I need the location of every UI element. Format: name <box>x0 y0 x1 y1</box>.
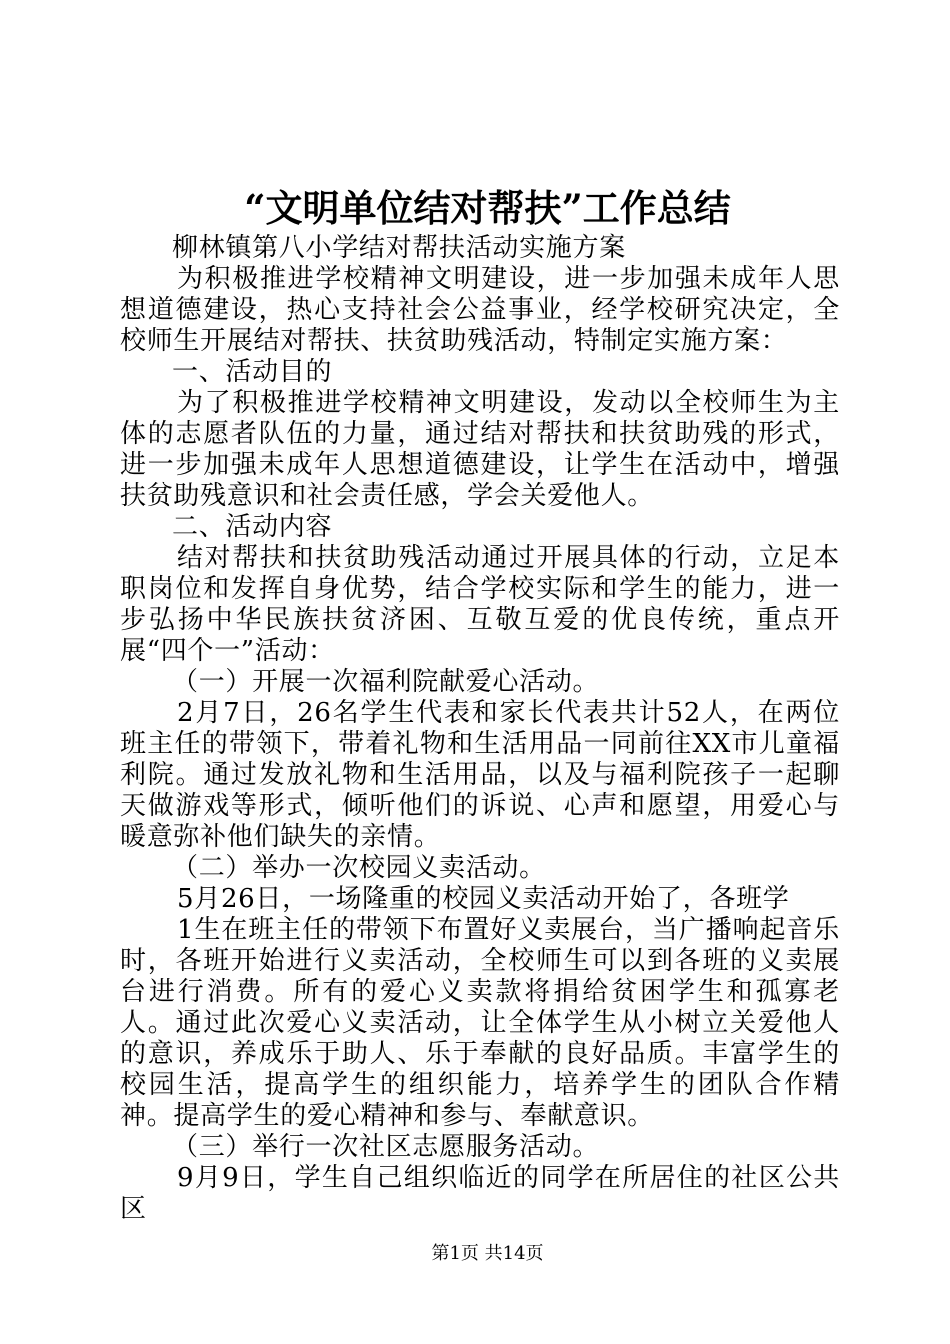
document-body <box>120 233 840 1225</box>
paragraph-plan-heading: 柳林镇第八小学结对帮扶活动实施方案 <box>172 233 626 263</box>
paragraph-content: 结对帮扶和扶贫助残活动通过开展具体的行动，立足本职岗位和发挥自身优势，结合学校实际和学生的能力，进一步弘扬中华民族扶贫济困、互敬互爱的优良传统，重点开展“四个一”活动： <box>120 543 840 666</box>
paragraph-welfare-visit: 2月7日，26名学生代表和家长代表共计52人，在两位班主任的带领下，带着礼物和生活用品一同前往XX市儿童福利院。通过发放礼物和生活用品，以及与福利院孩子一起聊天做游戏等形式，倾听他们的诉说、心声和愿望，用爱心与暖意弥补他们缺失的亲情。 <box>120 698 840 852</box>
paragraph-charity-sale: 1生在班主任的带领下布置好义卖展台，当广播响起音乐时，各班开始进行义卖活动，全校师生可以到各班的义卖展台进行消费。所有的爱心义卖款将捐给贫困学生和孤寡老人。通过此次爱心义卖活动，让全体学生从小树立关爱他人的意识，养成乐于助人、乐于奉献的良好品质。丰富学生的校园生活，提高学生的组织能力，培养学生的团队合作精神。提高学生的爱心精神和参与、奉献意识。 <box>120 915 840 1131</box>
section-heading-content: 二、活动内容 <box>172 512 333 542</box>
document-title: “文明单位结对帮扶”工作总结 <box>244 186 731 230</box>
subheading-community-service: （三）举行一次社区志愿服务活动。 <box>172 1132 600 1162</box>
paragraph-purpose: 为了积极推进学校精神文明建设，发动以全校师生为主体的志愿者队伍的力量，通过结对帮扶和扶贫助残的形式，进一步加强未成年人思想道德建设，让学生在活动中，增强扶贫助残意识和社会责任感，学会关爱他人。 <box>120 388 840 511</box>
paragraph-community-service: 9月9日，学生自己组织临近的同学在所居住的社区公共区 <box>120 1163 840 1224</box>
subheading-welfare-visit: （一）开展一次福利院献爱心活动。 <box>172 667 600 697</box>
subheading-charity-sale: （二）举办一次校园义卖活动。 <box>172 853 546 883</box>
paragraph-intro: 为积极推进学校精神文明建设，进一步加强未成年人思想道德建设，热心支持社会公益事业，经学校研究决定，全校师生开展结对帮扶、扶贫助残活动，特制定实施方案： <box>120 264 840 356</box>
page-footer: 第1页 共14页 <box>431 1243 544 1264</box>
section-heading-purpose: 一、活动目的 <box>172 357 333 387</box>
paragraph-charity-sale-start: 5月26日，一场隆重的校园义卖活动开始了，各班学 <box>177 884 790 914</box>
